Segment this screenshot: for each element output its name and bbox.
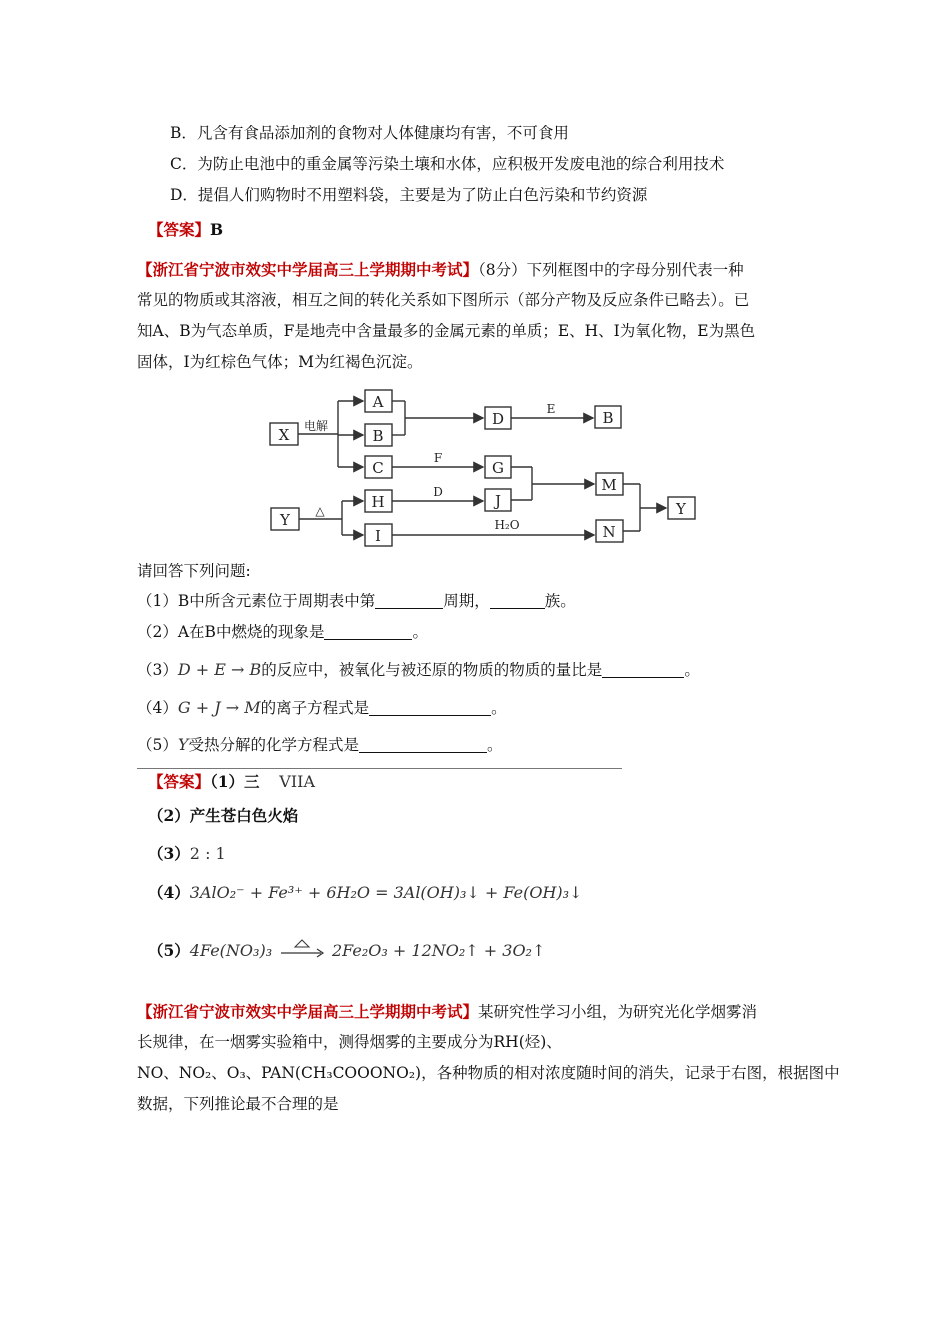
label-heat: △: [315, 504, 325, 518]
node-h: H: [371, 493, 385, 511]
q2-sub-5: （5）Y受热分解的化学方程式是 。: [137, 735, 503, 754]
node-x: X: [278, 426, 290, 444]
node-b2: B: [602, 409, 614, 427]
label-e: E: [546, 402, 556, 416]
blank-decomposition[interactable]: [359, 734, 487, 753]
q2-sub-1: （1）B中所含元素位于周期表中第 周期， 族。: [137, 592, 576, 610]
blank-phenomenon[interactable]: [324, 621, 412, 640]
node-i: I: [375, 527, 381, 545]
answer-2-line-3: （3）2 : 1: [148, 844, 226, 863]
node-c: C: [372, 459, 384, 477]
label-d: D: [433, 485, 443, 499]
label-water: H₂O: [494, 518, 520, 532]
node-n: N: [602, 523, 616, 541]
answer-tag: 【答案】: [148, 220, 211, 239]
option-c: C．为防止电池中的重金属等污染土壤和水体，应积极开发废电池的综合利用技术: [170, 155, 725, 173]
q2-sub-2: （2）A在B中燃烧的现象是 。: [137, 623, 428, 641]
blank-ionic-equation[interactable]: [369, 697, 491, 716]
node-m: M: [601, 476, 617, 494]
q3-line-4: 数据，下列推论最不合理的是: [137, 1095, 339, 1113]
q2-line-3: 知A、B为气态单质，F是地壳中含量最多的金属元素的单质；E、H、I为氧化物，E为黑色: [137, 322, 756, 340]
label-f: F: [433, 451, 443, 465]
expr-y: Y: [177, 735, 189, 754]
answer-1: [148, 214, 223, 246]
node-d: D: [491, 410, 505, 428]
option-b: B．凡含有食品添加剂的食物对人体健康均有害，不可食用: [170, 124, 569, 142]
q2-line-4: 固体，I为红棕色气体；M为红褐色沉淀。: [137, 353, 423, 371]
answer-value: B: [210, 220, 224, 239]
q2-prompt: 请回答下列问题:: [137, 562, 251, 580]
reaction-flow-diagram: [260, 386, 710, 556]
node-y: Y: [280, 511, 290, 529]
q2-sub-3: （3）D + E → B的反应中，被氧化与被还原的物质的物质的量比是 。: [137, 660, 700, 679]
answer-2-line-2: （2）产生苍白色火焰: [148, 806, 299, 825]
blank-period[interactable]: [375, 590, 443, 609]
expr-d-e-b: D + E → B: [177, 660, 262, 679]
answer-2-line-5: （5）4Fe(NO₃)₃ 2Fe₂O₃ + 12NO₂↑ + 3O₂↑: [148, 935, 545, 967]
label-electrolysis: 电解: [303, 419, 329, 433]
q3-line-2: 长规律，在一烟雾实验箱中，测得烟雾的主要成分为RH(烃)、: [137, 1033, 562, 1051]
blank-ratio[interactable]: [602, 659, 684, 678]
answer-2-tag: 【答案】: [148, 772, 211, 791]
heat-arrow-icon: [277, 938, 327, 960]
q3-source: 【浙江省宁波市效实中学届高三上学期期中考试】: [137, 1002, 479, 1021]
q2-line-2: 常见的物质或其溶液，相互之间的转化关系如下图所示（部分产物及反应条件已略去）。已: [137, 291, 750, 309]
answer-2-line-1: 【答案】（1）三 VIIA: [148, 772, 316, 791]
node-g: G: [492, 459, 504, 477]
q2-source: 【浙江省宁波市效实中学届高三上学期期中考试】: [137, 260, 479, 279]
node-y2: Y: [676, 500, 686, 518]
node-j: J: [494, 492, 502, 510]
q2-line-1: 【浙江省宁波市效实中学届高三上学期期中考试】（8分）下列框图中的字母分别代表一种: [137, 260, 744, 279]
node-a: A: [372, 393, 384, 411]
q3-line-3: NO、NO₂、O₃、PAN(CH₃COOONO₂)，各种物质的相对浓度随时间的消失，记录于右图，根据图中: [137, 1064, 840, 1082]
q3-line-1: 【浙江省宁波市效实中学届高三上学期期中考试】某研究性学习小组，为研究光化学烟雾消: [137, 1002, 758, 1021]
q2-sub-4: （4）G + J → M的离子方程式是 。: [137, 698, 507, 717]
expr-g-j-m: G + J → M: [177, 698, 261, 717]
answer-2-line-4: （4）3AlO₂⁻ + Fe³⁺ + 6H₂O = 3Al(OH)₃↓ + Fe(OH)₃↓: [148, 883, 583, 902]
option-d: D．提倡人们购物时不用塑料袋，主要是为了防止白色污染和节约资源: [170, 186, 648, 204]
blank-group[interactable]: [490, 590, 545, 609]
node-b: B: [372, 427, 384, 445]
